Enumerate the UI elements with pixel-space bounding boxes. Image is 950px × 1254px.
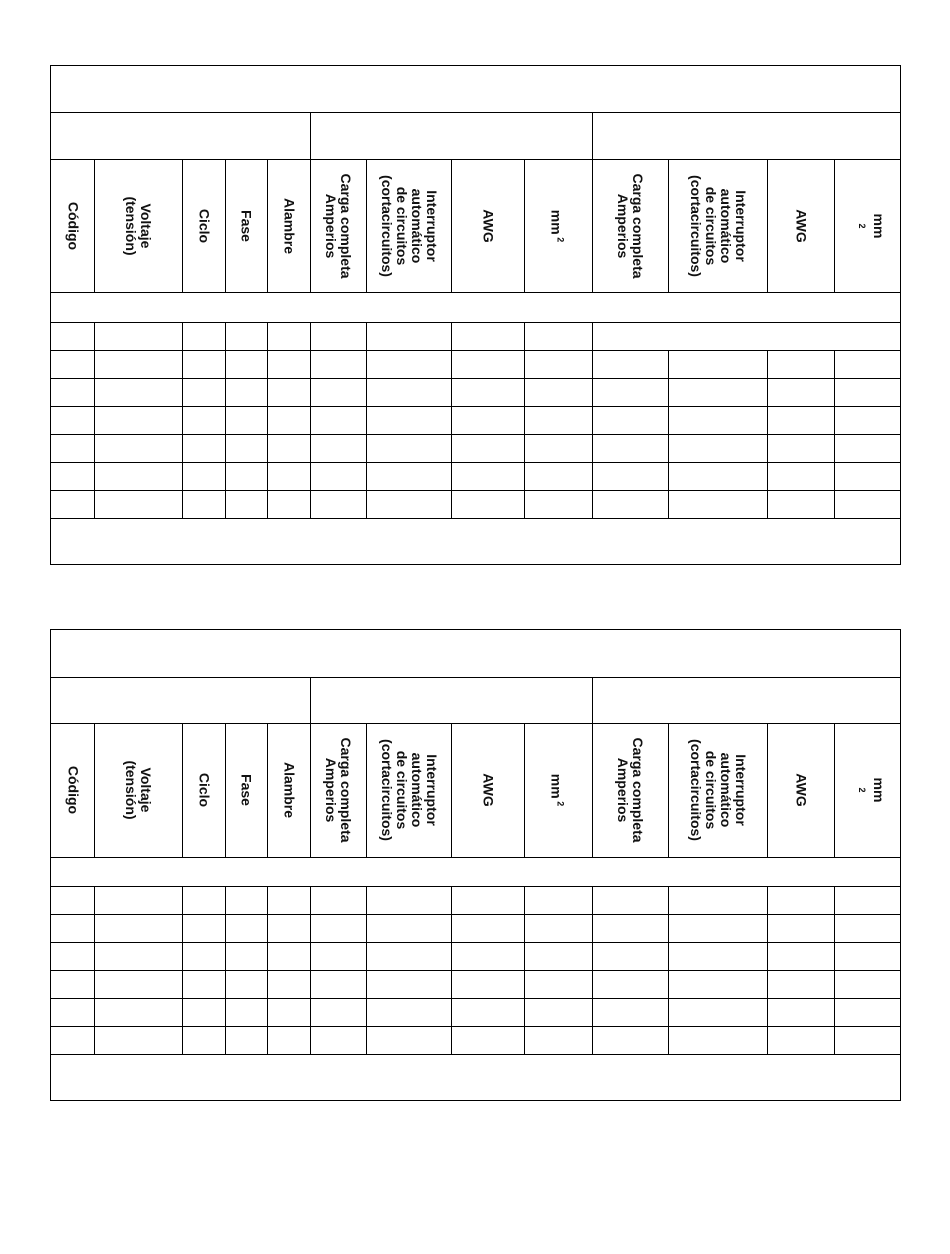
column-header-alambre bbox=[281, 197, 296, 253]
grid-line bbox=[451, 723, 452, 857]
grid-line bbox=[310, 112, 311, 159]
grid-line bbox=[51, 914, 900, 915]
grid-line bbox=[94, 1026, 95, 1054]
grid-line bbox=[310, 159, 311, 292]
grid-line bbox=[592, 378, 593, 406]
grid-line bbox=[767, 490, 768, 518]
column-header-label: Interruptor automático de circuitos (cortacircuitos) bbox=[378, 739, 440, 841]
grid-line bbox=[310, 406, 311, 434]
grid-line bbox=[366, 350, 367, 378]
grid-line bbox=[834, 723, 835, 857]
column-header-label: Interruptor automático de circuitos (cortacircuitos) bbox=[378, 174, 440, 277]
grid-line bbox=[451, 1026, 452, 1054]
column-header-interruptor1 bbox=[379, 175, 439, 277]
grid-line bbox=[51, 378, 900, 379]
grid-line bbox=[668, 378, 669, 406]
column-header-ciclo bbox=[196, 208, 211, 242]
grid-line bbox=[94, 998, 95, 1026]
grid-line bbox=[51, 857, 900, 858]
grid-line bbox=[182, 159, 183, 292]
column-header-mm2 bbox=[850, 210, 886, 242]
grid-line bbox=[592, 723, 593, 857]
grid-line bbox=[834, 490, 835, 518]
column-header-fase bbox=[239, 774, 254, 806]
column-header-label: Voltaje (tensión) bbox=[123, 195, 154, 256]
grid-line bbox=[524, 490, 525, 518]
column-header-carga1 bbox=[323, 737, 353, 842]
column-header-label: mm bbox=[870, 213, 887, 238]
superscript: 2 bbox=[555, 234, 566, 242]
superscript: 2 bbox=[555, 798, 566, 807]
grid-line bbox=[51, 159, 900, 160]
grid-line bbox=[668, 723, 669, 857]
column-header-fase bbox=[239, 210, 254, 242]
grid-line bbox=[592, 677, 593, 723]
grid-line bbox=[366, 322, 367, 350]
grid-line bbox=[451, 970, 452, 998]
column-header-mm2 bbox=[850, 774, 886, 806]
column-header-label: Código bbox=[65, 201, 81, 250]
grid-line bbox=[182, 462, 183, 490]
grid-line bbox=[451, 942, 452, 970]
grid-line bbox=[310, 677, 311, 723]
column-header-awg1 bbox=[480, 209, 495, 242]
column-header-label: mm bbox=[548, 773, 565, 799]
grid-line bbox=[51, 434, 900, 435]
grid-line bbox=[182, 942, 183, 970]
wiring-spec-table-top bbox=[50, 65, 901, 565]
grid-line bbox=[310, 490, 311, 518]
grid-line bbox=[94, 970, 95, 998]
grid-line bbox=[51, 518, 900, 519]
column-header-carga2 bbox=[615, 173, 645, 278]
grid-line bbox=[767, 462, 768, 490]
column-header-interruptor1 bbox=[379, 739, 439, 841]
column-header-awg1 bbox=[480, 773, 495, 806]
grid-line bbox=[225, 970, 226, 998]
grid-line bbox=[51, 112, 900, 113]
column-header-label: Fase bbox=[238, 209, 255, 242]
grid-line bbox=[310, 723, 311, 857]
grid-line bbox=[524, 378, 525, 406]
grid-line bbox=[225, 322, 226, 350]
grid-line bbox=[267, 406, 268, 434]
grid-line bbox=[668, 406, 669, 434]
grid-line bbox=[225, 350, 226, 378]
grid-line bbox=[592, 1026, 593, 1054]
grid-line bbox=[451, 322, 452, 350]
grid-line bbox=[834, 914, 835, 942]
grid-line bbox=[834, 406, 835, 434]
grid-line bbox=[94, 159, 95, 292]
grid-line bbox=[182, 886, 183, 914]
grid-line bbox=[834, 159, 835, 292]
grid-line bbox=[51, 350, 900, 351]
grid-line bbox=[668, 434, 669, 462]
column-header-ciclo bbox=[196, 773, 211, 807]
column-header-label: Interruptor automático de circuitos (cortacircuitos) bbox=[687, 174, 749, 277]
grid-line bbox=[524, 723, 525, 857]
grid-line bbox=[767, 942, 768, 970]
column-header-interruptor2 bbox=[688, 175, 748, 277]
grid-line bbox=[267, 970, 268, 998]
grid-line bbox=[94, 350, 95, 378]
grid-line bbox=[451, 406, 452, 434]
grid-line bbox=[267, 322, 268, 350]
grid-line bbox=[51, 490, 900, 491]
grid-line bbox=[51, 1054, 900, 1055]
grid-line bbox=[668, 159, 669, 292]
grid-line bbox=[225, 914, 226, 942]
grid-line bbox=[834, 970, 835, 998]
column-header-label: Alambre bbox=[281, 197, 297, 254]
column-header-label: Carga completa Amperios bbox=[323, 172, 354, 279]
column-header-voltaje bbox=[123, 196, 153, 255]
grid-line bbox=[524, 970, 525, 998]
grid-line bbox=[451, 490, 452, 518]
grid-line bbox=[767, 1026, 768, 1054]
grid-line bbox=[451, 462, 452, 490]
column-header-awg2 bbox=[793, 209, 808, 242]
column-header-mm1 bbox=[549, 209, 568, 241]
grid-line bbox=[182, 1026, 183, 1054]
grid-line bbox=[225, 723, 226, 857]
grid-line bbox=[451, 998, 452, 1026]
grid-line bbox=[182, 434, 183, 462]
grid-line bbox=[267, 490, 268, 518]
grid-line bbox=[267, 886, 268, 914]
grid-line bbox=[225, 490, 226, 518]
grid-line bbox=[451, 914, 452, 942]
grid-line bbox=[51, 723, 900, 724]
column-header-label: Interruptor automático de circuitos (cortacircuitos) bbox=[687, 739, 749, 841]
grid-line bbox=[366, 378, 367, 406]
grid-line bbox=[366, 159, 367, 292]
grid-line bbox=[310, 998, 311, 1026]
grid-line bbox=[51, 462, 900, 463]
grid-line bbox=[592, 322, 593, 350]
wiring-spec-table-bottom bbox=[50, 629, 901, 1101]
grid-line bbox=[310, 942, 311, 970]
grid-line bbox=[366, 434, 367, 462]
grid-line bbox=[94, 723, 95, 857]
grid-line bbox=[524, 886, 525, 914]
grid-line bbox=[767, 914, 768, 942]
grid-line bbox=[310, 886, 311, 914]
grid-line bbox=[524, 322, 525, 350]
grid-line bbox=[267, 378, 268, 406]
grid-line bbox=[51, 292, 900, 293]
grid-line bbox=[94, 914, 95, 942]
grid-line bbox=[366, 914, 367, 942]
grid-line bbox=[592, 462, 593, 490]
grid-line bbox=[834, 1026, 835, 1054]
column-header-label: AWG bbox=[480, 773, 496, 807]
grid-line bbox=[451, 378, 452, 406]
grid-line bbox=[592, 434, 593, 462]
column-header-interruptor2 bbox=[688, 739, 748, 841]
grid-line bbox=[310, 462, 311, 490]
grid-line bbox=[524, 434, 525, 462]
grid-line bbox=[668, 462, 669, 490]
grid-line bbox=[767, 970, 768, 998]
column-header-label: mm bbox=[870, 777, 887, 803]
column-header-voltaje bbox=[123, 760, 153, 819]
grid-line bbox=[366, 1026, 367, 1054]
grid-line bbox=[834, 998, 835, 1026]
column-header-label: Alambre bbox=[281, 761, 297, 819]
grid-line bbox=[524, 914, 525, 942]
column-header-codigo bbox=[65, 766, 80, 814]
grid-line bbox=[51, 677, 900, 678]
grid-line bbox=[182, 322, 183, 350]
column-header-label: Ciclo bbox=[196, 772, 212, 808]
grid-line bbox=[366, 490, 367, 518]
grid-line bbox=[668, 942, 669, 970]
grid-line bbox=[668, 970, 669, 998]
column-header-label: Carga completa Amperios bbox=[615, 737, 646, 843]
grid-line bbox=[592, 159, 593, 292]
grid-line bbox=[94, 942, 95, 970]
column-header-label: Voltaje (tensión) bbox=[123, 760, 154, 820]
column-header-label: AWG bbox=[480, 208, 496, 243]
grid-line bbox=[310, 322, 311, 350]
grid-line bbox=[51, 322, 900, 323]
grid-line bbox=[267, 350, 268, 378]
grid-line bbox=[51, 886, 900, 887]
grid-line bbox=[225, 406, 226, 434]
grid-line bbox=[94, 886, 95, 914]
grid-line bbox=[451, 434, 452, 462]
grid-line bbox=[310, 1026, 311, 1054]
grid-line bbox=[51, 942, 900, 943]
grid-line bbox=[182, 406, 183, 434]
grid-line bbox=[767, 434, 768, 462]
column-header-label: Carga completa Amperios bbox=[615, 172, 646, 279]
grid-line bbox=[267, 159, 268, 292]
grid-line bbox=[834, 350, 835, 378]
column-header-carga2 bbox=[615, 737, 645, 842]
column-header-label: mm bbox=[548, 209, 565, 235]
grid-line bbox=[310, 434, 311, 462]
grid-line bbox=[225, 434, 226, 462]
grid-line bbox=[668, 914, 669, 942]
grid-line bbox=[834, 886, 835, 914]
grid-line bbox=[767, 998, 768, 1026]
grid-line bbox=[592, 998, 593, 1026]
superscript: 2 bbox=[856, 787, 867, 793]
grid-line bbox=[668, 350, 669, 378]
grid-line bbox=[451, 350, 452, 378]
grid-line bbox=[182, 970, 183, 998]
column-header-label: Carga completa Amperios bbox=[323, 737, 354, 843]
grid-line bbox=[51, 406, 900, 407]
grid-line bbox=[225, 1026, 226, 1054]
grid-line bbox=[225, 942, 226, 970]
grid-line bbox=[267, 998, 268, 1026]
grid-line bbox=[267, 914, 268, 942]
grid-line bbox=[767, 378, 768, 406]
grid-line bbox=[366, 942, 367, 970]
grid-line bbox=[592, 942, 593, 970]
superscript: 2 bbox=[856, 222, 867, 228]
grid-line bbox=[267, 434, 268, 462]
column-header-awg2 bbox=[793, 773, 808, 806]
grid-line bbox=[51, 970, 900, 971]
grid-line bbox=[524, 159, 525, 292]
grid-line bbox=[225, 378, 226, 406]
grid-line bbox=[94, 322, 95, 350]
grid-line bbox=[310, 350, 311, 378]
grid-line bbox=[182, 998, 183, 1026]
grid-line bbox=[524, 998, 525, 1026]
grid-line bbox=[592, 886, 593, 914]
grid-line bbox=[94, 462, 95, 490]
grid-line bbox=[310, 378, 311, 406]
grid-line bbox=[267, 1026, 268, 1054]
grid-line bbox=[524, 406, 525, 434]
grid-line bbox=[767, 886, 768, 914]
grid-line bbox=[310, 970, 311, 998]
grid-line bbox=[310, 914, 311, 942]
grid-line bbox=[524, 1026, 525, 1054]
grid-line bbox=[225, 462, 226, 490]
grid-line bbox=[182, 350, 183, 378]
column-header-mm1 bbox=[549, 774, 568, 806]
grid-line bbox=[451, 886, 452, 914]
grid-line bbox=[834, 378, 835, 406]
grid-line bbox=[366, 886, 367, 914]
grid-line bbox=[592, 914, 593, 942]
grid-line bbox=[767, 406, 768, 434]
grid-line bbox=[668, 886, 669, 914]
grid-line bbox=[592, 112, 593, 159]
column-header-carga1 bbox=[323, 173, 353, 278]
grid-line bbox=[267, 723, 268, 857]
grid-line bbox=[834, 434, 835, 462]
grid-line bbox=[94, 378, 95, 406]
grid-line bbox=[592, 490, 593, 518]
grid-line bbox=[767, 350, 768, 378]
grid-line bbox=[524, 942, 525, 970]
grid-line bbox=[182, 378, 183, 406]
grid-line bbox=[592, 406, 593, 434]
grid-line bbox=[524, 350, 525, 378]
column-header-label: Fase bbox=[238, 774, 255, 806]
grid-line bbox=[94, 490, 95, 518]
grid-line bbox=[668, 998, 669, 1026]
grid-line bbox=[182, 914, 183, 942]
grid-line bbox=[225, 886, 226, 914]
grid-line bbox=[834, 462, 835, 490]
grid-line bbox=[267, 942, 268, 970]
grid-line bbox=[51, 1026, 900, 1027]
grid-line bbox=[366, 998, 367, 1026]
grid-line bbox=[767, 723, 768, 857]
grid-line bbox=[94, 434, 95, 462]
grid-line bbox=[524, 462, 525, 490]
grid-line bbox=[834, 942, 835, 970]
grid-line bbox=[225, 998, 226, 1026]
grid-line bbox=[182, 723, 183, 857]
grid-line bbox=[94, 406, 95, 434]
grid-line bbox=[267, 462, 268, 490]
column-header-alambre bbox=[281, 762, 296, 818]
column-header-label: Código bbox=[65, 765, 81, 815]
grid-line bbox=[182, 490, 183, 518]
grid-line bbox=[592, 350, 593, 378]
column-header-codigo bbox=[65, 201, 80, 249]
grid-line bbox=[51, 998, 900, 999]
grid-line bbox=[225, 159, 226, 292]
column-header-label: AWG bbox=[793, 773, 809, 807]
grid-line bbox=[767, 159, 768, 292]
grid-line bbox=[668, 490, 669, 518]
grid-line bbox=[366, 723, 367, 857]
column-header-label: Ciclo bbox=[196, 208, 212, 243]
grid-line bbox=[366, 462, 367, 490]
column-header-label: AWG bbox=[793, 208, 809, 243]
grid-line bbox=[451, 159, 452, 292]
grid-line bbox=[366, 406, 367, 434]
grid-line bbox=[366, 970, 367, 998]
grid-line bbox=[668, 1026, 669, 1054]
grid-line bbox=[592, 970, 593, 998]
